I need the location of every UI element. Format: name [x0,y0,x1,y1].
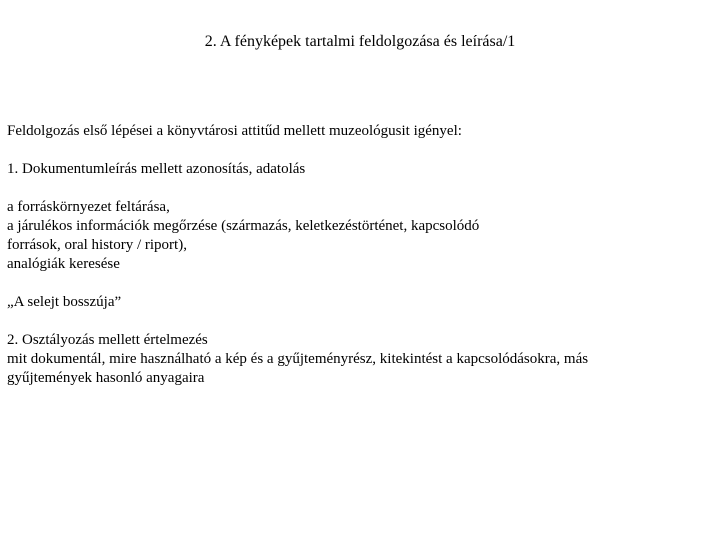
slide-body [7,122,713,388]
step-2-description-cont: gyűjtemények hasonló anyagaira [7,370,205,386]
quote-line: „A selejt bosszúja” [7,294,122,310]
step-1-heading: 1. Dokumentumleírás mellett azonosítás, adatolás [7,161,306,177]
step-1-item-related-info-cont: források, oral history / riport), [7,237,187,253]
step-2-description: mit dokumentál, mire használható a kép és a gyűjteményrész, kitekintést a kapcsolódásokra, más [7,351,589,367]
step-2-heading: 2. Osztályozás mellett értelmezés [7,332,208,348]
step-1-item-source-context: a forráskörnyezet feltárása, [7,199,170,215]
intro-line: Feldolgozás első lépései a könyvtárosi attitűd mellett muzeológusit igényel: [7,123,462,139]
step-1-item-related-info: a járulékos információk megőrzése (származás, keletkezéstörténet, kapcsolódó [7,218,480,234]
step-1-item-analogies: analógiák keresése [7,256,120,272]
slide-title: 2. A fényképek tartalmi feldolgozása és leírása/1 [204,33,516,50]
